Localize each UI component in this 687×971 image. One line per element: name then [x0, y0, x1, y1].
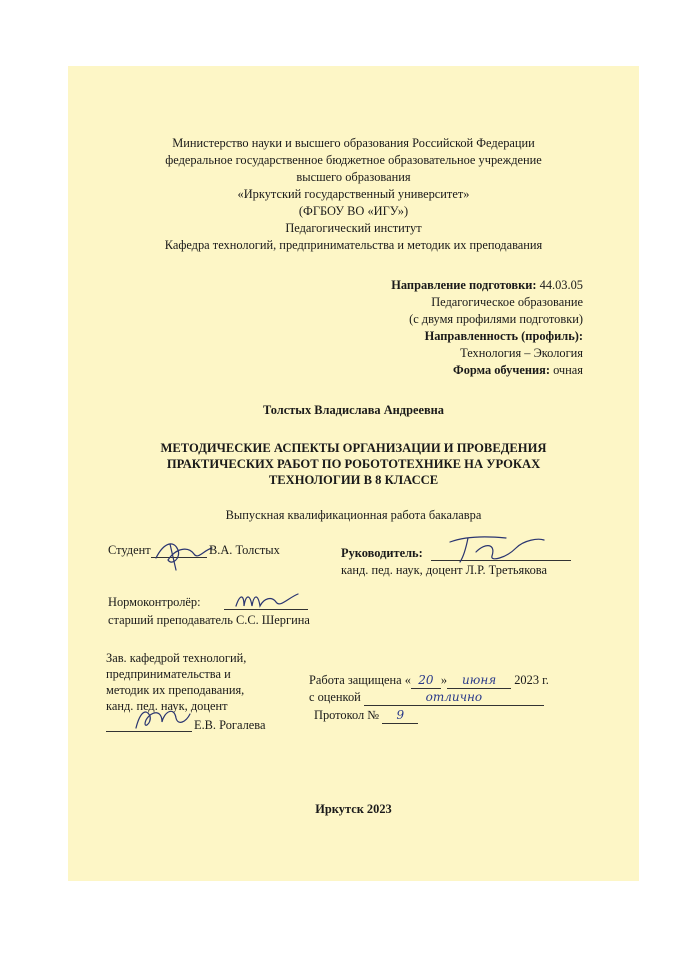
head-line-4: канд. пед. наук, доцент — [106, 699, 228, 713]
study-form-label: Форма обучения: — [453, 363, 550, 377]
ministry-line: Министерство науки и высшего образования Российской Федерации — [172, 136, 535, 150]
education-level-line: высшего образования — [296, 170, 411, 184]
protocol-label: Протокол № — [314, 708, 380, 722]
direction-label: Направление подготовки: — [391, 278, 537, 292]
title-page — [68, 66, 639, 881]
normcontrol-position: старший преподаватель С.С. Шергина — [108, 613, 310, 627]
institution-type-line: федеральное государственное бюджетное образовательное учреждение — [165, 153, 542, 167]
author-name: Толстых Владислава Андреевна — [263, 403, 444, 417]
supervisor-position: канд. пед. наук, доцент Л.Р. Третьякова — [341, 563, 547, 577]
work-type: Выпускная квалификационная работа бакалавра — [225, 508, 482, 522]
student-signature — [154, 536, 214, 572]
protocol-line — [314, 708, 418, 724]
head-line-2: предпринимательства и — [106, 667, 231, 681]
profile-value: Технология – Экология — [460, 346, 583, 360]
study-form-line — [453, 363, 583, 378]
defense-month: июня — [447, 673, 511, 689]
defense-line — [309, 673, 549, 689]
student-label: Студент — [108, 543, 151, 557]
direction-code: 44.03.05 — [539, 278, 583, 292]
defense-day: 20 — [411, 673, 441, 689]
head-signature — [132, 702, 192, 734]
direction-note: (с двумя профилями подготовки) — [409, 312, 583, 326]
direction-name: Педагогическое образование — [431, 295, 583, 309]
department-name: Кафедра технологий, предпринимательства и методик их преподавания — [164, 238, 543, 252]
university-name: «Иркутский государственный университет» — [237, 187, 470, 201]
city-year: Иркутск 2023 — [315, 802, 392, 816]
student-name: В.А. Толстых — [209, 543, 280, 557]
defense-year: 2023 г. — [514, 673, 549, 687]
normcontrol-signature — [232, 588, 302, 614]
normcontrol-label: Нормоконтролёр: — [108, 595, 201, 609]
thesis-title: МЕТОДИЧЕСКИЕ АСПЕКТЫ ОРГАНИЗАЦИИ И ПРОВЕДЕНИЯ ПРАКТИЧЕСКИХ РАБОТ ПО РОБОТОТЕХНИКЕ НА УРОКАХ ТЕХНОЛОГИИ В 8 КЛАССЕ — [160, 441, 547, 487]
defense-prefix: Работа защищена « — [309, 673, 411, 687]
institute-name: Педагогический институт — [285, 221, 422, 235]
head-line-3: методик их преподавания, — [106, 683, 245, 697]
head-line-1: Зав. кафедрой технологий, — [106, 651, 247, 665]
study-form-value: очная — [553, 363, 583, 377]
university-abbr: (ФГБОУ ВО «ИГУ») — [298, 204, 409, 218]
direction-line — [391, 278, 583, 293]
grade-value: отлично — [364, 690, 544, 706]
profile-label: Направленность (профиль): — [424, 329, 583, 343]
grade-line — [309, 690, 544, 706]
defense-quote-close: » — [440, 673, 448, 687]
head-name: Е.В. Рогалева — [194, 718, 266, 732]
grade-label: с оценкой — [309, 690, 361, 704]
protocol-number: 9 — [382, 708, 418, 724]
supervisor-label: Руководитель: — [341, 546, 423, 560]
supervisor-signature — [446, 532, 546, 566]
